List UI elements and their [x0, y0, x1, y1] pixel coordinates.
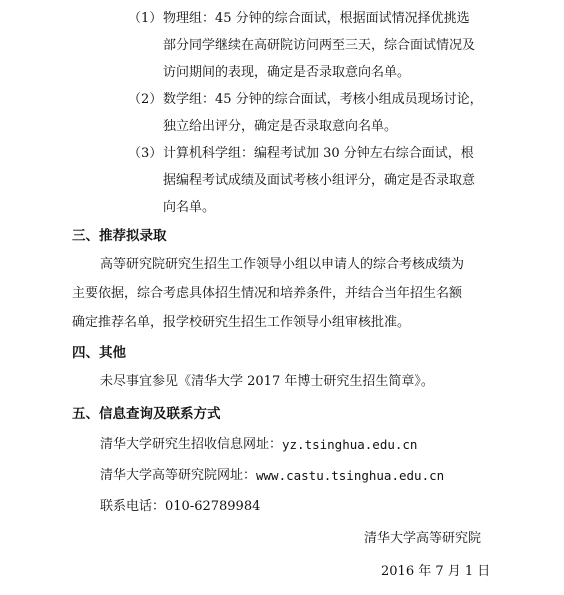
contact-label: 联系电话：	[100, 499, 166, 514]
contact-label: 清华大学研究生招收信息网址：	[100, 437, 283, 452]
item-text-line: 访问期间的表现，确定是否录取意向名单。	[163, 65, 411, 80]
admission-website-link[interactable]: yz.tsinghua.edu.cn	[282, 437, 418, 452]
ias-website-link[interactable]: www.castu.tsinghua.edu.cn	[256, 468, 445, 483]
item-number: （1）	[128, 11, 163, 26]
item-text-line: 物理组：45 分钟的综合面试，根据面试情况择优挑选	[163, 11, 470, 26]
signature-organization: 清华大学高等研究院	[364, 531, 482, 546]
section-heading: 三、推荐拟录取	[72, 228, 167, 244]
item-text-line: 计算机科学组：编程考试加 30 分钟左右综合面试，根	[163, 146, 474, 161]
item-text-line: 数学组：45 分钟的综合面试，考核小组成员现场讨论，	[163, 92, 483, 107]
item-number: （2）	[128, 92, 163, 107]
signature-date: 2016 年 7 月 1 日	[381, 564, 491, 579]
item-text-line: 据编程考试成绩及面试考核小组评分，确定是否录取意	[163, 173, 476, 188]
paragraph-line: 高等研究院研究生招生工作领导小组以申请人的综合考核成绩为	[100, 257, 465, 272]
item-text-line: 部分同学继续在高研院访问两至三天，综合面试情况及	[163, 38, 476, 53]
paragraph-line: 未尽事宜参见《清华大学 2017 年博士研究生招生简章》。	[100, 374, 434, 389]
section-heading: 四、其他	[72, 345, 126, 361]
item-number: （3）	[128, 146, 163, 161]
section-heading: 五、信息查询及联系方式	[72, 406, 221, 422]
paragraph-line: 确定推荐名单，报学校研究生招生工作领导小组审核批准。	[72, 315, 411, 330]
paragraph-line: 主要依据，综合考虑具体招生情况和培养条件，并结合当年招生名额	[72, 286, 463, 301]
item-text-line: 独立给出评分，确定是否录取意向名单。	[163, 119, 398, 134]
item-text-line: 向名单。	[163, 200, 216, 215]
contact-label: 清华大学高等研究院网址：	[100, 468, 257, 483]
phone-number: 010-62789984	[165, 499, 261, 514]
